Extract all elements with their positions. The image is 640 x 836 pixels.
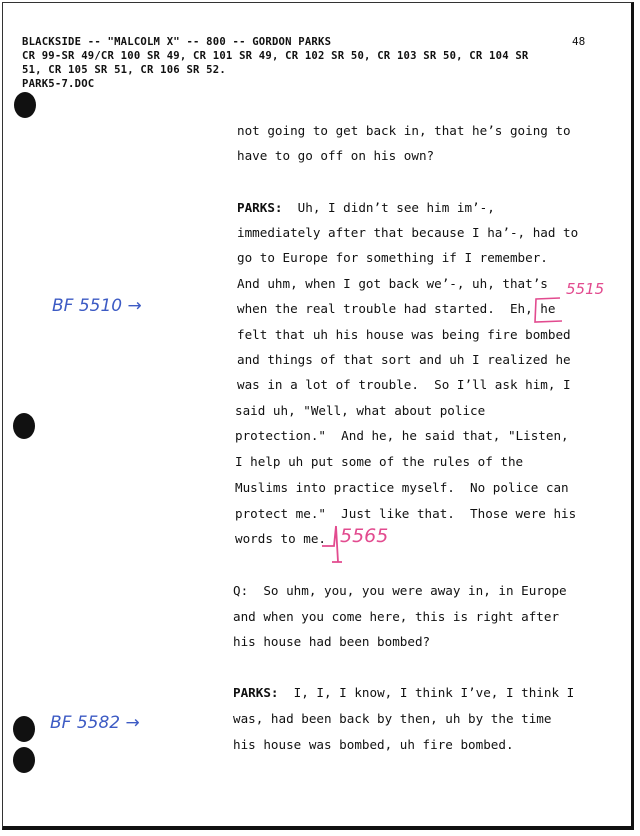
punch-hole-bottom-2 [13, 747, 35, 773]
transcript-line [233, 685, 574, 700]
header-reels-line1: CR 99-SR 49/CR 100 SR 49, CR 101 SR 49, CR 102 SR 50, CR 103 SR 50, CR 104 SR [22, 50, 529, 62]
transcript-line: protection." And he, he said that, "Listen, [235, 428, 569, 443]
transcript-line: when the real trouble had started. Eh, he [237, 301, 556, 316]
timecode-note-5515: 5515 [566, 280, 605, 298]
speaker-text: Uh, I didn’t see him im’-, [282, 200, 495, 215]
transcript-line: not going to get back in, that he’s going to [237, 123, 571, 138]
speaker-text: I, I, I know, I think I’ve, I think I [278, 685, 575, 700]
punch-hole-bottom-1 [13, 716, 35, 742]
transcript-line: said uh, "Well, what about police [235, 403, 486, 418]
transcript-line: protect me." Just like that. Those were his [235, 506, 577, 521]
transcript-line: and things of that sort and uh I realized he [237, 352, 571, 367]
timecode-note-bf5582: BF 5582 → [50, 713, 140, 733]
transcript-line: immediately after that because I ha’-, had to [237, 225, 579, 240]
transcript-line: felt that uh his house was being fire bombed [237, 327, 571, 342]
transcript-line: was, had been back by then, uh by the time [233, 711, 552, 726]
transcript-line: his house was bombed, uh fire bombed. [233, 737, 514, 752]
transcript-line: was in a lot of trouble. So I’ll ask him, I [237, 377, 571, 392]
page-number: 48 [572, 35, 586, 48]
transcript-line: his house had been bombed? [233, 634, 431, 649]
transcript-line: Muslims into practice myself. No police can [235, 480, 569, 495]
punch-hole-middle [13, 413, 35, 439]
transcript-line: have to go off on his own? [237, 148, 435, 163]
transcript-line [237, 200, 495, 215]
header-filename: PARK5-7.DOC [22, 78, 95, 90]
speaker-label: PARKS: [237, 200, 283, 215]
transcript-line: go to Europe for something if I remember. [237, 250, 548, 265]
timecode-note-5565: 5565 [340, 525, 389, 547]
header-reels-line2: 51, CR 105 SR 51, CR 106 SR 52. [22, 64, 226, 76]
timecode-note-bf5510: BF 5510 → [52, 296, 142, 316]
transcript-line: and when you come here, this is right after [233, 609, 560, 624]
transcript-line: I help uh put some of the rules of the [235, 454, 524, 469]
punch-hole-top [14, 92, 36, 118]
transcript-line: And uhm, when I got back we’-, uh, that’s [237, 276, 548, 291]
speaker-label: PARKS: [233, 685, 279, 700]
pink-bracket-mark-1 [526, 290, 566, 326]
transcript-line: words to me. [235, 531, 326, 546]
header-title: BLACKSIDE -- "MALCOLM X" -- 800 -- GORDON PARKS [22, 36, 332, 48]
transcript-line: Q: So uhm, you, you were away in, in Europe [233, 583, 567, 598]
